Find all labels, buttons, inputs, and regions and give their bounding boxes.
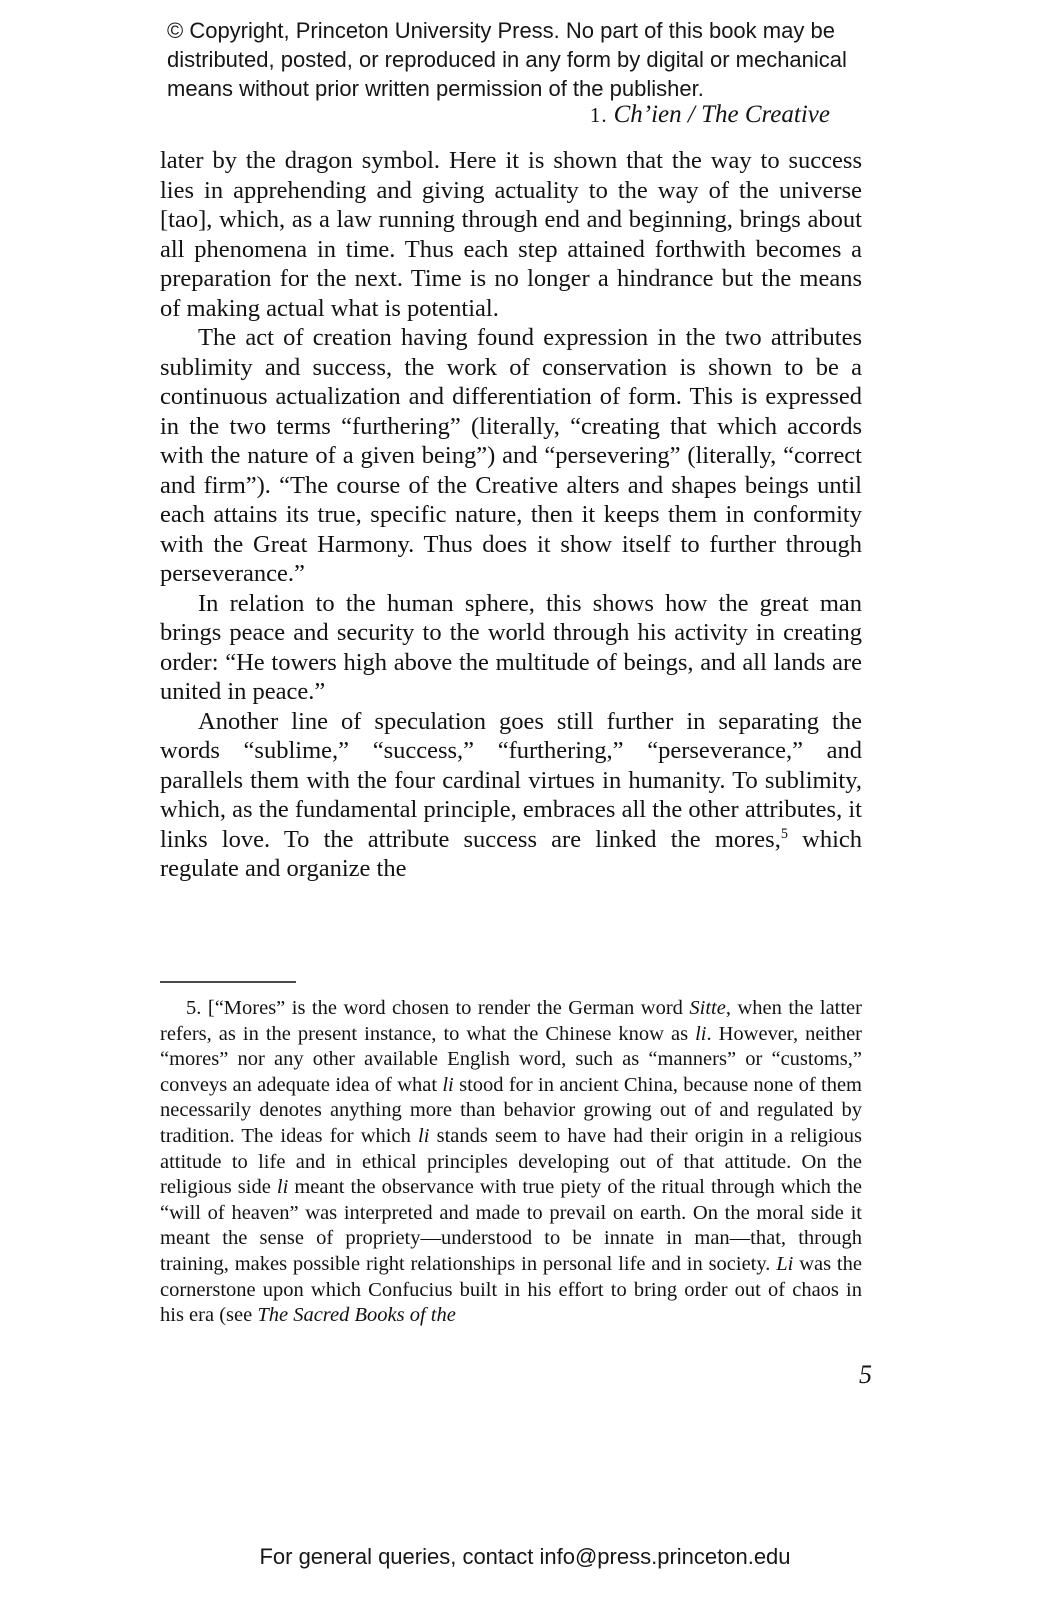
italic-text-run: li bbox=[695, 1022, 707, 1045]
paragraph bbox=[160, 707, 862, 884]
italic-text-run: li bbox=[276, 1176, 289, 1199]
italic-text-run: The Sacred Books of the bbox=[257, 1304, 456, 1327]
text-run: . However, neither “mores” nor any other available English word, such as “manners” or “customs,” conveys an adequate idea of what bbox=[160, 1022, 862, 1096]
running-head bbox=[590, 101, 830, 129]
chapter-number: 1. bbox=[589, 103, 608, 127]
footnote-rule bbox=[160, 981, 296, 983]
text-run: stands seem to have had their origin in a religious attitude to life and in ethical principles developing out of that attitude. On the religious side bbox=[160, 1124, 862, 1199]
page-number: 5 bbox=[859, 1360, 872, 1389]
footnote-reference: 5 bbox=[780, 825, 788, 842]
text-run: which regulate and organize the bbox=[160, 825, 862, 882]
italic-text-run: li bbox=[442, 1073, 454, 1096]
text-run: stood for in ancient China, because none of them necessarily denotes anything more than behavior growing out of and regulated by tradition. The ideas for which bbox=[160, 1073, 862, 1147]
text-run: , when the latter refers, as in the present instance, to what the Chinese know as bbox=[160, 997, 862, 1045]
italic-text-run: li bbox=[418, 1124, 430, 1147]
chapter-title: Ch’ien / The Creative bbox=[613, 101, 830, 128]
paragraph bbox=[160, 589, 862, 707]
text-run: The act of creation having found expression in the two attributes sublimity and success, the work of conservation is shown to be a continuous actualization and differentiation of form. This is expressed in the two terms “furthering” (literally, “creating that which accords with the nature of a given being”) and “persevering” (literally, “correct and firm”). “The course of the Creative alters and shapes beings until each attains its true, specific nature, then it keeps them in conformity with the Great Harmony. Thus does it show itself to further through perseverance.” bbox=[160, 324, 862, 587]
text-run: was the cornerstone upon which Confucius built in his effort to bring order out of chaos in his era (see bbox=[160, 1252, 862, 1327]
paragraph bbox=[160, 146, 862, 323]
text-run: 5. [“Mores” is the word chosen to render the German word bbox=[186, 997, 690, 1019]
text-run: later by the dragon symbol. Here it is shown that the way to success lies in apprehending and giving actuality to the way of the universe [tao], which, as a law running through end and beginning, brings about all phenomena in time. Thus each step attained forthwith becomes a preparation for the next. Time is no longer a hindrance but the means of making actual what is potential. bbox=[160, 147, 862, 322]
paragraph bbox=[160, 323, 862, 589]
italic-text-run: Sitte bbox=[689, 997, 726, 1019]
text-run: Another line of speculation goes still further in separating the words “sublime,” “success,” “furthering,” “perseverance,” and parallels them with the four cardinal virtues in humanity. To sublimity, which, as the fundamental principle, embraces all the other attributes, it links love. To the attribute success are linked the mores, bbox=[160, 707, 862, 853]
text-run: In relation to the human sphere, this shows how the great man brings peace and security to the world through his activity in creating order: “He towers high above the multitude of beings, and all lands are united in peace.” bbox=[160, 589, 862, 705]
text-run: meant the observance with true piety of the ritual through which the “will of heaven” was interpreted and made to prevail on earth. On the moral side it meant the sense of propriety—understood to be innate in man—that, through training, makes possible right relationships in personal life and in society. bbox=[160, 1176, 862, 1275]
italic-text-run: Li bbox=[776, 1252, 794, 1275]
footer-contact: For general queries, contact info@press.princeton.edu bbox=[259, 1544, 791, 1569]
footnote bbox=[160, 996, 862, 1329]
body-text bbox=[160, 146, 862, 884]
copyright-notice: © Copyright, Princeton University Press. No part of this book may be distributed, posted, or reproduced in any form by digital or mechanical means without prior written permission of the publisher. bbox=[167, 18, 847, 101]
